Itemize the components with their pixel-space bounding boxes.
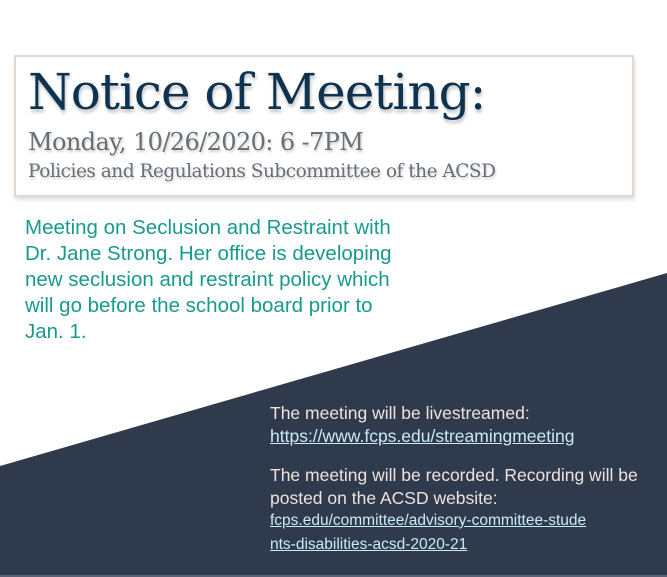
page-title: Notice of Meeting:: [28, 63, 486, 121]
title-box: [14, 55, 634, 197]
livestream-label: The meeting will be livestreamed:: [270, 403, 530, 423]
recording-label: The meeting will be recorded. Recording will be posted on the ACSD website:: [270, 465, 638, 508]
meeting-description: Meeting on Seclusion and Restraint with Dr. Jane Strong. Her office is developing new seclusion and restraint policy which will go before the school board prior to Jan. 1.: [25, 216, 392, 343]
recording-link-line2[interactable]: nts-disabilities-acsd-2020-21: [270, 536, 468, 553]
committee-subtitle: Policies and Regulations Subcommittee of the ACSD: [28, 161, 496, 182]
meeting-datetime: Monday, 10/26/2020: 6 -7PM: [28, 128, 364, 156]
recording-link-line1[interactable]: fcps.edu/committee/advisory-committee-stude: [270, 512, 587, 529]
livestream-link[interactable]: https://www.fcps.edu/streamingmeeting: [270, 426, 575, 446]
info-section: [270, 402, 660, 556]
